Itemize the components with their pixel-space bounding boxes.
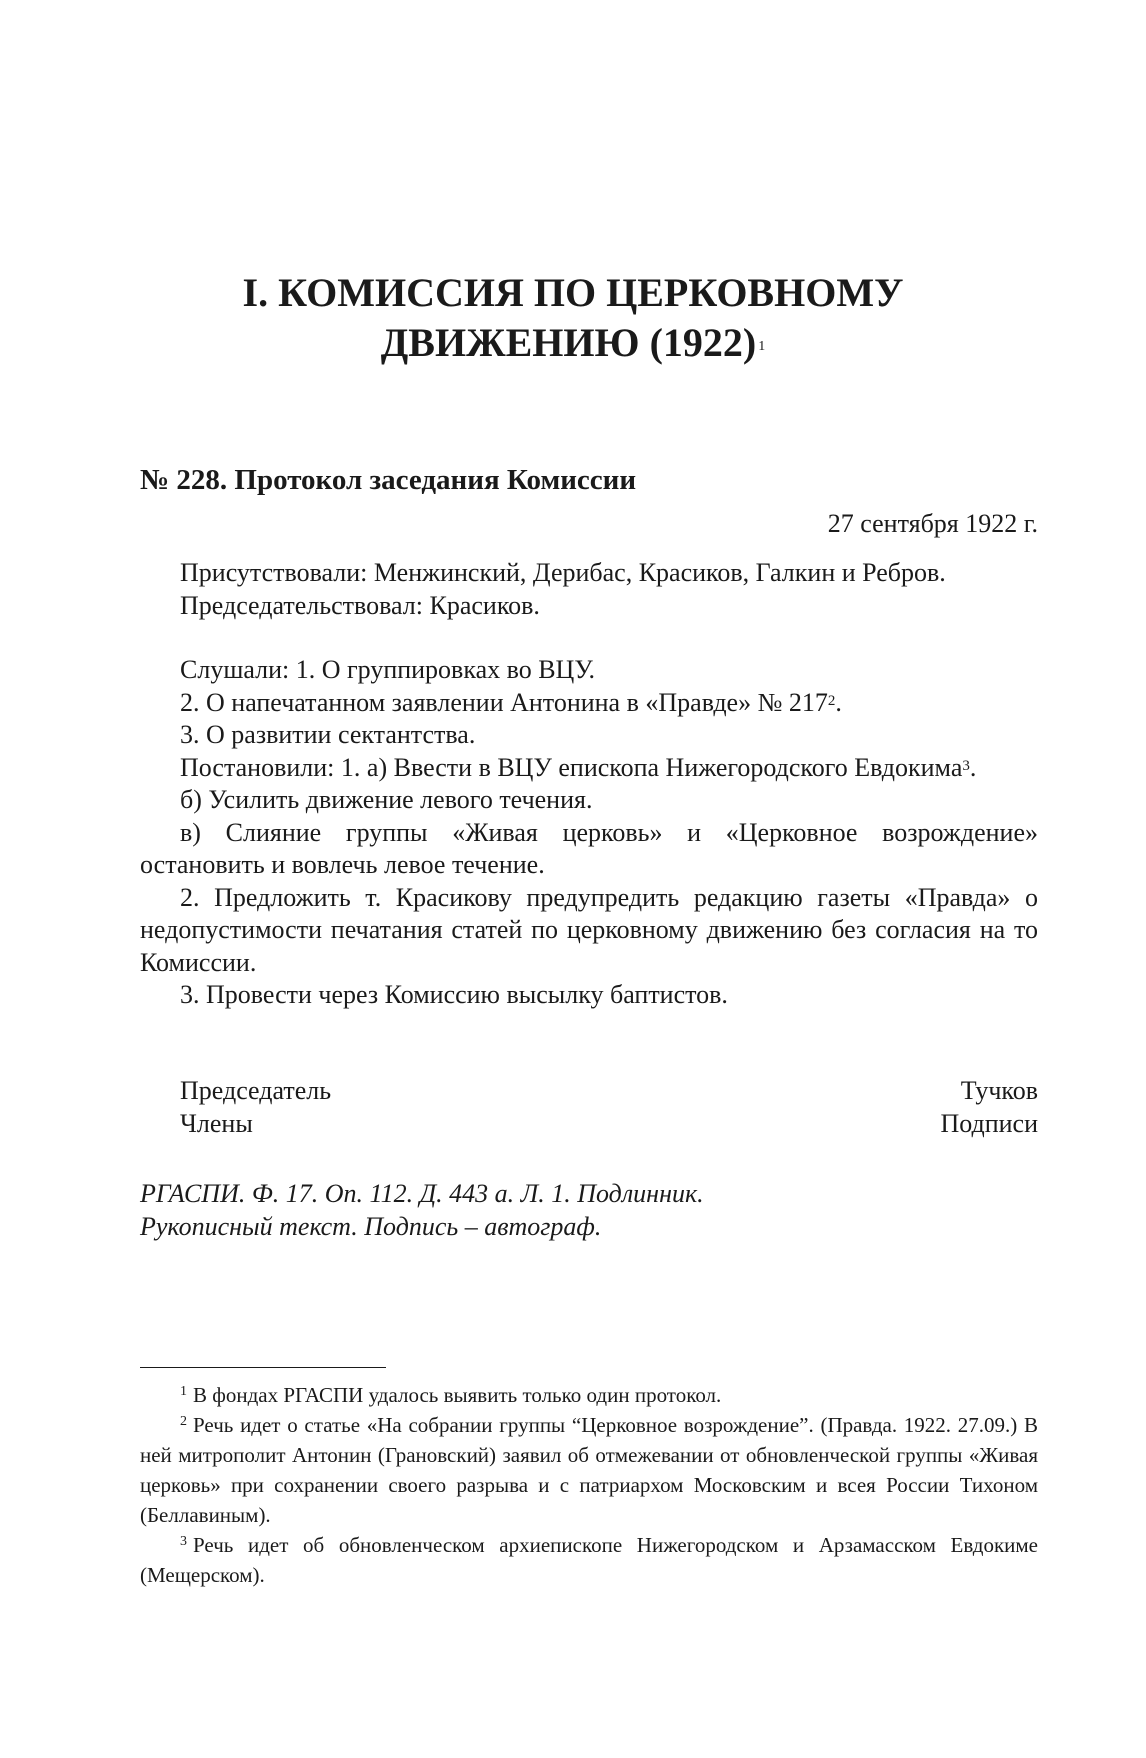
footnote-text: Речь идет о статье «На собрании группы “Церковное возрождение”. (Правда. 1922. 27.09.) В ней митрополит Антонин (Грановский) заявил об отмежевании от обновленческой группы «Живая церковь» при сохранении своего разрыва и с патриархом Московским и всея России Тихоном (Беллавиным).	[140, 1413, 1038, 1527]
chapter-title-line-2-text: ДВИЖЕНИЮ (1922)	[380, 320, 757, 365]
document-date: 27 сентября 1922 г.	[827, 509, 1038, 538]
resolved-item-1c: в) Слияние группы «Живая церковь» и «Церковное возрождение» остановить и вовлечь левое течение.	[140, 817, 1038, 879]
footnote-text: В фондах РГАСПИ удалось выявить только один протокол.	[193, 1383, 722, 1407]
chair-label: Председатель	[180, 1076, 332, 1105]
footnotes	[140, 1380, 1038, 1590]
chapter-title-line-2	[0, 318, 1146, 368]
footnote-text: Речь идет об обновленческом архиепископе Нижегородском и Арзамасском Евдокиме (Мещерском).	[140, 1533, 1038, 1587]
heard-item-2-text: 2. О напечатанном заявлении Антонина в «Правде» № 217	[180, 687, 828, 717]
chapter-title-line-1: I. КОМИССИЯ ПО ЦЕРКОВНОМУ	[242, 270, 904, 315]
footnote-3	[140, 1530, 1038, 1590]
heard-item-1: Слушали: 1. О группировках во ВЦУ.	[180, 655, 595, 684]
footnote-ref-2[interactable]: 2	[827, 692, 836, 709]
footnote-number: 1	[180, 1384, 187, 1399]
footnote-number: 2	[180, 1414, 187, 1429]
members-value: Подписи	[940, 1108, 1038, 1138]
chapter-title	[0, 268, 1146, 368]
source-line-1: РГАСПИ. Ф. 17. Оп. 112. Д. 443 а. Л. 1. Подлинник.	[140, 1179, 704, 1208]
signature-row-members	[180, 1108, 1038, 1141]
signatures-block	[180, 1075, 1038, 1140]
chaired-paragraph: Председательствовал: Красиков.	[180, 590, 540, 620]
footnote-2	[140, 1410, 1038, 1530]
footnote-1	[140, 1380, 1038, 1410]
archival-source	[140, 1178, 704, 1243]
resolved-item-1a	[140, 752, 1038, 785]
resolved-item-1a-text: Постановили: 1. а) Ввести в ВЦУ епископа Нижегородского Евдокима	[180, 752, 963, 782]
chair-name: Тучков	[960, 1076, 1038, 1105]
signature-row-chair	[180, 1075, 1038, 1108]
heard-item-3: 3. О развитии сектантства.	[180, 720, 476, 749]
document-body	[140, 557, 1038, 1012]
heard-item-2	[140, 687, 1038, 720]
members-label: Члены	[180, 1108, 253, 1138]
resolved-item-1a-end: .	[969, 752, 977, 782]
resolved-item-3: 3. Провести через Комиссию высылку баптистов.	[180, 980, 728, 1009]
resolved-item-2: 2. Предложить т. Красикову предупредить редакцию газеты «Правда» о недопустимости печатания статей по церковному движению без согласия на то Комиссии.	[140, 882, 1038, 977]
footnote-number: 3	[180, 1534, 187, 1549]
footnote-ref-3[interactable]: 3	[962, 757, 970, 774]
document-heading: № 228. Протокол заседания Комиссии	[140, 464, 637, 496]
resolved-item-1b: б) Усилить движение левого течения.	[180, 785, 593, 814]
source-line-2: Рукописный текст. Подпись – автограф.	[140, 1211, 602, 1241]
footnote-divider	[140, 1367, 386, 1368]
heard-item-2-end: .	[835, 687, 842, 717]
present-paragraph: Присутствовали: Менжинский, Дерибас, Красиков, Галкин и Ребров.	[180, 558, 946, 587]
chapter-footnote-ref[interactable]: 1	[758, 339, 766, 354]
